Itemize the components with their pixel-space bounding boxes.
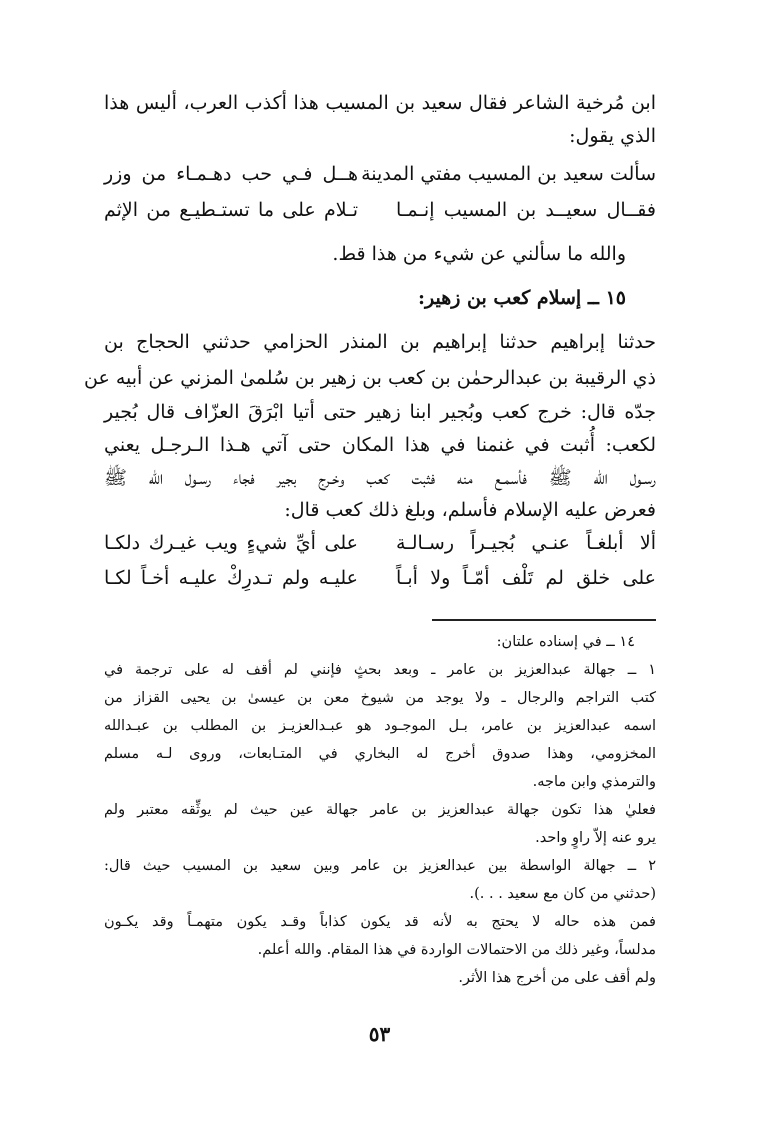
verse-first-hemistich: سألت سعيد بن المسيب مفتي المدينة bbox=[361, 163, 656, 185]
footnote-line: والترمذي وابن ماجه. bbox=[532, 774, 656, 790]
footnote-separator bbox=[432, 619, 656, 621]
footnote-line: ١ ــ جهالة عبدالعزيز بن عامر ـ وبعد بحثٍ فإنني لم أقف له على ترجمة في bbox=[104, 662, 656, 678]
body-line: لكعب: أُثبت في غنمنا في هذا المكان حتى آتي هـذا الـرجـل يعني bbox=[104, 434, 656, 456]
verse-second-hemistich: على أيِّ شيءٍ ويب غيـرك دلكـا bbox=[104, 532, 358, 554]
body-line: حدثنا إبراهيم حدثنا إبراهيم بن المنذر الحزامي حدثني الحجاج بن bbox=[104, 331, 656, 353]
footnote-line: (حدثني من كان مع سعيد . . .). bbox=[469, 886, 656, 902]
body-line: رسـول الله ﷺ فأسمـع منه فثبت كعب وخـرج بجير فجاء رسـول الله ﷺ bbox=[104, 467, 656, 489]
body-line: الذي يقول: bbox=[569, 125, 656, 147]
body-line: ابن مُرخية الشاعر فقال سعيد بن المسيب هذا أكذب العرب، أليس هذا bbox=[104, 92, 656, 114]
footnote-line: يرو عنه إلاّ راوٍ واحد. bbox=[535, 830, 656, 846]
poem-verse bbox=[104, 528, 656, 558]
body-line: جدّه قال: خرج كعب وبُجير ابنا زهير حتى أتيا ابْرَقَ العزّاف قال بُجير bbox=[104, 401, 656, 423]
footnote-line: ولم أقف على من أخرج هذا الأثر. bbox=[458, 970, 656, 986]
verse-second-hemistich: تـلام على ما تستـطيـع من الإثم bbox=[104, 199, 358, 221]
footnote-line: ٢ ــ جهالة الواسطة بين عبدالعزيز بن عامر وبين سعيد بن المسيب حيث قال: bbox=[104, 858, 656, 874]
poem-verse bbox=[104, 195, 656, 225]
verse-second-hemistich: عليـه ولم تـدرِكْ عليـه أخـاً لكـا bbox=[104, 567, 358, 589]
page-number: ٥٣ bbox=[368, 1022, 391, 1046]
footnote-line: المخزومي، وهذا صدوق أخرج له البخاري في المتـابعات، وروى لـه مسلم bbox=[104, 746, 656, 762]
body-line: فعرض عليه الإسلام فأسلم، وبلغ ذلك كعب قال: bbox=[284, 499, 656, 521]
footnote-line: كتب التراجم والرجال ـ ولا يوجد من شيوخ معن بن عيسىٰ بن يحيى القزاز من bbox=[104, 690, 656, 706]
footnote-line: اسمه عبدالعزيز بن عامر، بـل الموجـود هو عبـدالعزيـز بن المطلب بن عبـدالله bbox=[104, 718, 656, 734]
poem-verse bbox=[104, 159, 656, 189]
verse-second-hemistich: هــل فـي حب دهـمـاء من وزر bbox=[104, 163, 358, 185]
footnote-line: مدلساً، وغير ذلك من الاحتمالات الواردة في هذا المقام. والله أعلم. bbox=[257, 942, 656, 958]
body-line: والله ما سألني عن شيء من هذا قط. bbox=[332, 243, 626, 265]
section-heading: ١٥ ــ إسلام كعب بن زهير: bbox=[418, 287, 626, 309]
footnote-line: فعليٰ هذا تكون جهالة عبدالعزيز بن عامر جهالة عين حيث لم يوثِّقه معتبر ولم bbox=[104, 802, 656, 818]
verse-first-hemistich: فقــال سعيــد بن المسيب إنـمـا bbox=[396, 199, 656, 221]
verse-first-hemistich: على خلق لم تَلْف أمّـاً ولا أبـاً bbox=[396, 567, 656, 589]
footnote-line: فمن هذه حاله لا يحتج به لأنه قد يكون كذاباً وقـد يكون متهمـاً وقد يكـون bbox=[104, 914, 656, 930]
footnote-line: ١٤ ــ في إسناده علتان: bbox=[496, 634, 635, 650]
poem-verse bbox=[104, 563, 656, 593]
body-line: ذي الرقيبة بن عبدالرحمٰن بن كعب بن زهير بن سُلمىٰ المزني عن أبيه عن bbox=[84, 367, 656, 389]
verse-first-hemistich: ألا أبلغـاً عنـي بُجيـراً رسـالـة bbox=[396, 532, 656, 554]
